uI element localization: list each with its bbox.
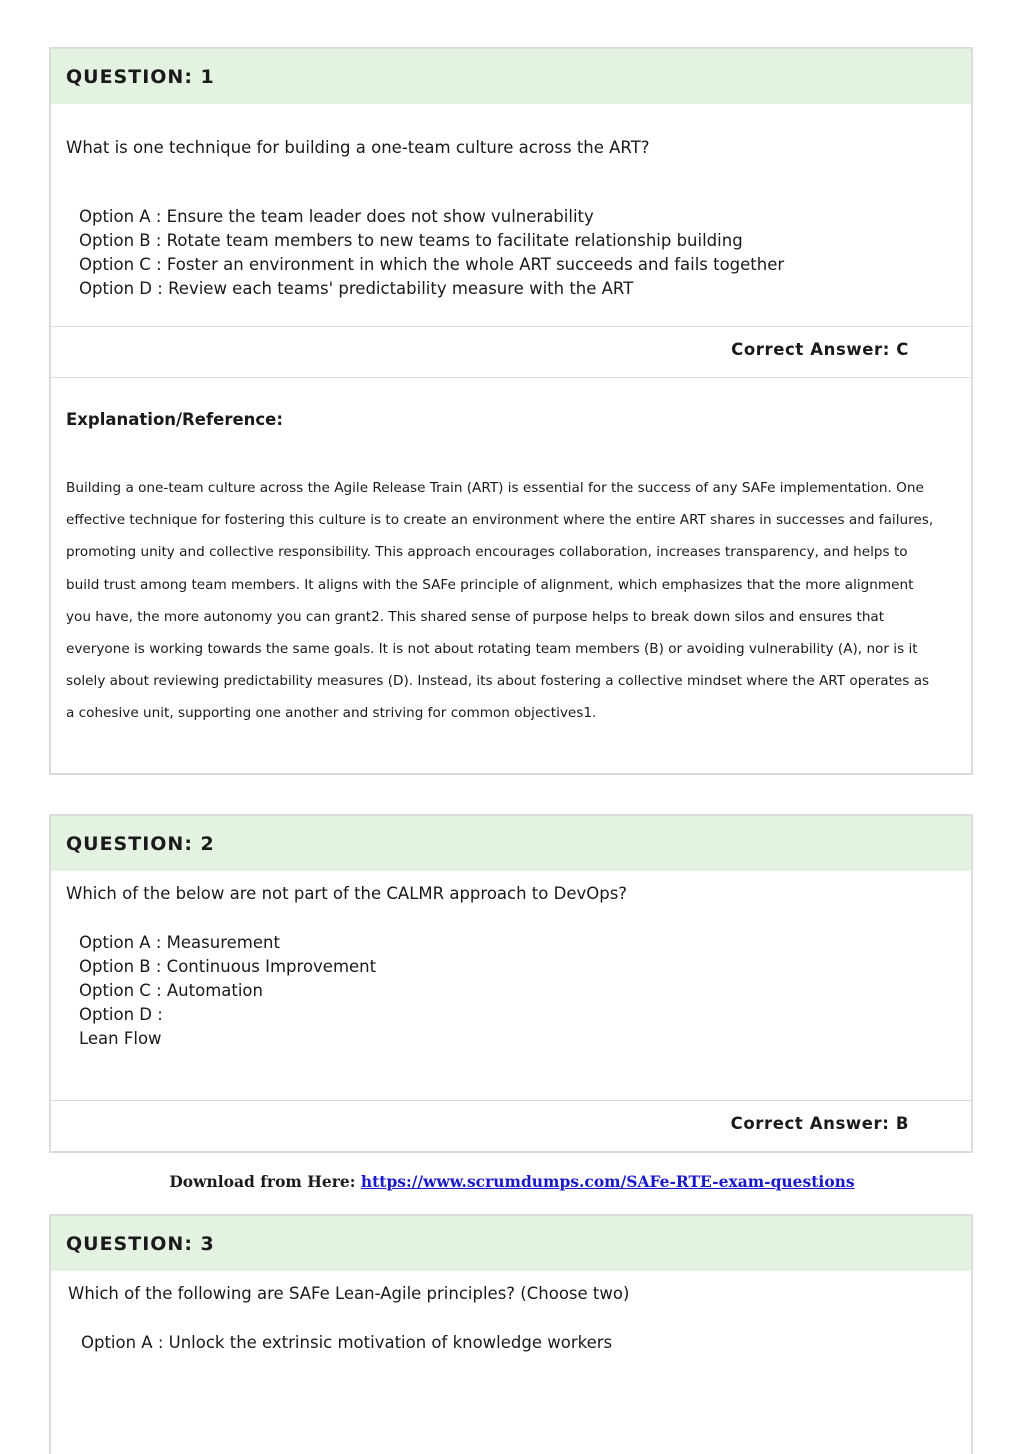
correct-answer: Correct Answer: C	[731, 340, 909, 359]
question-header: QUESTION: 2	[51, 816, 971, 871]
options-list	[79, 205, 784, 301]
explanation-line: you have, the more autonomy you can grant2. This shared sense of purpose helps to break down silos and ensures that	[66, 608, 885, 625]
divider	[51, 377, 971, 378]
explanation-line: build trust among team members. It aligns with the SAFe principle of alignment, which emphasizes that the more alignment	[66, 576, 914, 593]
option-b: Option B : Continuous Improvement	[79, 957, 377, 976]
option-c: Option C : Foster an environment in which the whole ART succeeds and fails together	[79, 255, 785, 274]
question-card-2	[49, 814, 973, 1153]
options-list	[81, 1331, 612, 1355]
question-card-1	[49, 47, 973, 775]
question-text: Which of the below are not part of the CALMR approach to DevOps?	[66, 884, 628, 903]
question-card-3	[49, 1214, 973, 1454]
divider	[51, 1100, 971, 1101]
question-text: Which of the following are SAFe Lean-Agile principles? (Choose two)	[68, 1284, 630, 1303]
divider	[51, 326, 971, 327]
question-header: QUESTION: 1	[51, 49, 971, 104]
explanation-title: Explanation/Reference:	[66, 410, 283, 429]
explanation-line: everyone is working towards the same goals. It is not about rotating team members (B) or avoiding vulnerability (A), nor is it	[66, 641, 918, 658]
option-a: Option A : Unlock the extrinsic motivation of knowledge workers	[81, 1333, 613, 1352]
explanation-line: promoting unity and collective responsibility. This approach encourages collaboration, increases transparency, and helps to	[66, 544, 908, 561]
explanation-line: solely about reviewing predictability measures (D). Instead, its about fostering a collective mindset where the ART operates as	[66, 673, 930, 690]
option-a: Option A : Ensure the team leader does not show vulnerability	[79, 207, 594, 226]
explanation-body	[66, 472, 961, 730]
question-header: QUESTION: 3	[51, 1216, 971, 1271]
explanation-line: effective technique for fostering this culture is to create an environment where the entire ART shares in successes and failures,	[66, 512, 934, 529]
explanation-line: Building a one-team culture across the Agile Release Train (ART) is essential for the success of any SAFe implementation. One	[66, 480, 924, 496]
option-b: Option B : Rotate team members to new teams to facilitate relationship building	[79, 231, 743, 250]
download-line	[0, 1172, 1024, 1191]
option-c: Option C : Automation	[79, 981, 263, 1000]
options-list	[79, 931, 376, 1051]
download-label: Download from Here:	[169, 1172, 361, 1191]
correct-answer: Correct Answer: B	[730, 1114, 909, 1133]
option-d-text: Lean Flow	[79, 1029, 162, 1048]
option-d: Option D :	[79, 1005, 163, 1024]
question-text: What is one technique for building a one-team culture across the ART?	[66, 138, 650, 157]
option-d: Option D : Review each teams' predictability measure with the ART	[79, 279, 634, 298]
explanation-line: a cohesive unit, supporting one another and striving for common objectives1.	[66, 705, 597, 722]
option-a: Option A : Measurement	[79, 933, 280, 952]
download-link[interactable]: https://www.scrumdumps.com/SAFe-RTE-exam-questions	[360, 1172, 855, 1191]
